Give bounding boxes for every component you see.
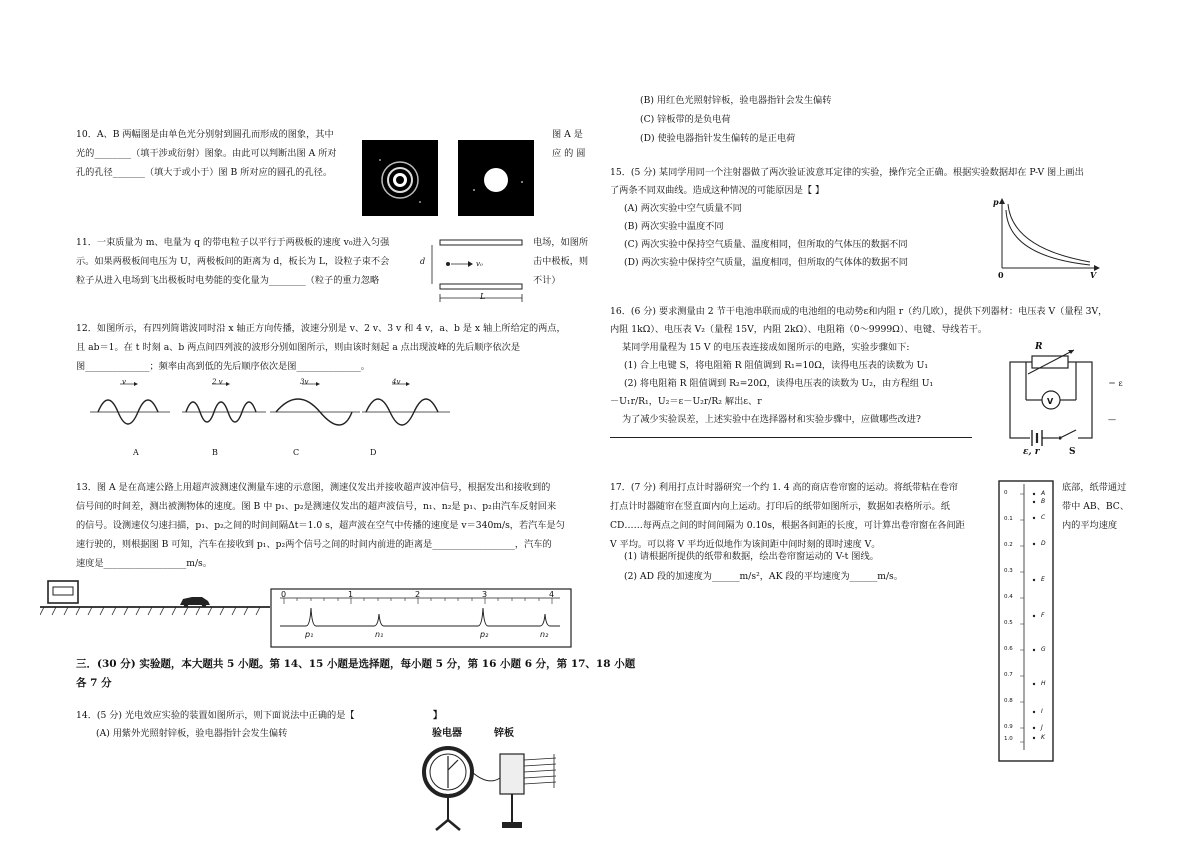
q16-line-2: 内阻 1kΩ）、电压表 V₂（量程 15V，内阻 2kΩ）、电阻箱（0～9999Ω）、电键、导线若干。	[610, 324, 988, 335]
q11-right-1: 电场，如图所	[533, 237, 589, 248]
pulse-p2-label: p₂	[480, 630, 489, 639]
q12-line-3: 图______________；频率由高到低的先后顺序依次是图______________。	[76, 361, 370, 372]
tape-point-a: A	[1041, 490, 1046, 497]
pulse-scan-figure	[270, 588, 572, 648]
pulse-p1-label: p₁	[305, 630, 314, 639]
q10-line-3: 孔的孔径_______（填大于或小于）图 B 所对应的圆孔的孔径。	[76, 167, 333, 178]
tape-scale-1: 0.1	[1004, 516, 1013, 522]
q14-option-a: (A) 用紫外光照射锌板，验电器指针会发生偏转	[96, 728, 288, 739]
tape-point-k: K	[1041, 734, 1045, 741]
q14-option-c: (C) 锌板带的是负电荷	[640, 114, 731, 125]
tape-scale-4: 0.4	[1004, 594, 1013, 600]
tape-scale-9: 0.9	[1004, 724, 1013, 730]
q13-line-4: 速行驶的，则根据图 B 可知，汽车在接收到 p₁、p₂两个信号之间的时间内前进的距离是__________________，汽车的	[76, 539, 552, 550]
q16-line-7: 为了减少实验误差，上述实验中在选择器材和实验步骤中，应做哪些改进?	[622, 414, 921, 425]
tape-scale-7: 0.7	[1004, 672, 1013, 678]
speed-detector-road-figure	[40, 575, 270, 625]
q14-stem: 14．(5 分) 光电效应实验的装置如图所示，则下面说法中正确的是【	[76, 710, 355, 721]
tape-scale-3: 0.3	[1004, 568, 1013, 574]
q14-option-d: (D) 使验电器指针发生偏转的是正电荷	[640, 133, 796, 144]
q10-right-2: 应 的 圆	[552, 148, 586, 159]
tape-point-f: F	[1041, 612, 1045, 619]
q11-line-3: 粒子从进入电场到飞出极板时电势能的变化量为________（粒子的重力忽略	[76, 275, 380, 286]
tape-point-c: C	[1041, 514, 1046, 521]
pv-axis-v-label: V	[1090, 270, 1097, 280]
q16-line-1: 16．(6 分) 要求测量由 2 节干电池串联而成的电池组的电动势ε和内阻 r（约几欧），提供下列器材：电压表 V（量程 3V，	[610, 306, 1108, 317]
tape-point-b: B	[1041, 498, 1046, 505]
q12-line-2: 且 ab＝1。在 t 时刻 a、b 两点间四列波的波形分别如图所示，则由该时刻起 a 点出现波峰的先后顺序依次是	[76, 342, 521, 353]
parallel-plates-figure	[418, 234, 528, 310]
q15-option-c: (C) 两次实验中保持空气质量、温度相同，但所取的气体压的数据不同	[624, 239, 908, 250]
q15-line-2: 了两条不同双曲线。造成这种情况的可能原因是【 】	[610, 185, 825, 196]
wave-a-speed: v	[122, 378, 126, 386]
battery-emf-label: ε, r	[1023, 447, 1040, 457]
pv-curves-figure	[994, 198, 1100, 278]
q17-right-2: 带中 AB、BC、	[1062, 501, 1130, 512]
wave-c-speed: 3v	[300, 378, 309, 386]
q17-line-6: (2) AD 段的加速度为______m/s²，AK 段的平均速度为______m/s。	[624, 571, 903, 582]
tape-scale-0: 0	[1004, 490, 1008, 496]
wave-label-d: D	[370, 448, 377, 457]
resistor-box-label: R	[1035, 342, 1043, 352]
zinc-plate-label: 锌板	[494, 728, 514, 739]
tape-point-i: I	[1041, 708, 1043, 715]
wave-d-speed: 4v	[392, 378, 401, 386]
q17-line-2: 打点计时器随帘在竖直面内向上运动。打印后的纸带如图所示，数据如表格所示。纸	[610, 501, 950, 512]
wave-label-b: B	[212, 448, 218, 457]
q17-line-4: V 平均。可以将 V 平均近似地作为该间距中间时刻的即时速度 V。	[610, 539, 881, 550]
q16-line-3: 某同学用量程为 15 V 的电压表连接成如图所示的电路，实验步骤如下:	[622, 342, 910, 353]
pulse-n1-label: n₁	[375, 630, 384, 639]
figure-b-bright-spot	[458, 140, 534, 216]
plate-gap-label: d	[420, 257, 426, 266]
q13-line-5: 速度是__________________m/s。	[76, 558, 212, 569]
q10-line-2: 光的________（填干涉或衍射）图象。由此可以判断出图 A 所对	[76, 148, 337, 159]
scale-tick-4: 4	[549, 590, 555, 599]
q11-line-2: 示。如果两极板间电压为 U，两极板间的距离为 d，板长为 L，设粒子束不会	[76, 256, 390, 267]
switch-label: S	[1069, 447, 1076, 457]
q16-line-6: －U₁r/R₁，U₂＝ε－U₂r/R₂ 解出ε、r	[610, 396, 762, 407]
initial-velocity-label: v₀	[476, 260, 483, 268]
q17-line-1: 17．(7 分) 利用打点计时器研究一个约 1. 4 高的商店卷帘窗的运动。将纸带粘在卷帘	[610, 482, 958, 493]
q16-line-4: (1) 合上电键 S，将电阻箱 R 阻值调到 R₁=10Ω，读得电压表的读数为 U₁	[624, 360, 929, 371]
scale-tick-1: 1	[348, 590, 354, 599]
scale-tick-2: 2	[415, 590, 421, 599]
wave-label-a: A	[133, 448, 139, 457]
q16-side-mark-1: ＝ ε	[1108, 379, 1123, 388]
tape-point-g: G	[1041, 646, 1046, 653]
plate-length-label: L	[480, 292, 486, 301]
tape-scale-5: 0.5	[1004, 620, 1013, 626]
tape-scale-6: 0.6	[1004, 646, 1013, 652]
tape-scale-10: 1.0	[1004, 736, 1013, 742]
q15-option-b: (B) 两次实验中温度不同	[624, 221, 724, 232]
photoelectric-apparatus-figure	[418, 742, 558, 834]
q11-line-1: 11．一束质量为 m、电量为 q 的带电粒子以平行于两极板的速度 v₀进入匀强	[76, 237, 390, 248]
q16-side-mark-2: —	[1108, 415, 1116, 424]
pv-axis-p-label: p	[993, 197, 999, 207]
q17-line-5: (1) 请根据所提供的纸带和数据，绘出卷帘窗运动的 V-t 图线。	[624, 551, 879, 562]
pv-origin-label: 0	[998, 270, 1004, 280]
q17-right-3: 内的平均速度	[1062, 520, 1118, 531]
q16-line-5: (2) 将电阻箱 R 阻值调到 R₂=20Ω，读得电压表的读数为 U₂，由方程组 U₁	[624, 378, 934, 389]
q15-option-d: (D) 两次实验中保持空气质量，温度相同，但所取的气体体的数据不同	[624, 257, 908, 268]
q11-right-2: 击中极板，则	[533, 256, 589, 267]
q10-right-1: 图 A 是	[552, 129, 583, 140]
scale-tick-0: 0	[281, 590, 287, 599]
q10-line-1: 10．A、B 两幅图是由单色光分别射到圆孔而形成的图象，其中	[76, 129, 334, 140]
q13-line-1: 13．图 A 是在高速公路上用超声波测速仪测量车速的示意图，测速仪发出并接收超声波冲信号，根据发出和接收到的	[76, 482, 551, 493]
tape-scale-8: 0.8	[1004, 698, 1013, 704]
section-3-heading-line-2: 各 7 分	[76, 677, 112, 689]
electroscope-label: 验电器	[432, 728, 462, 739]
q14-bracket: 】	[433, 710, 443, 721]
wave-label-c: C	[293, 448, 300, 457]
tape-point-d: D	[1041, 540, 1046, 547]
tape-point-e: E	[1041, 576, 1045, 583]
voltmeter-label: V	[1047, 397, 1054, 406]
q15-line-1: 15．(5 分) 某同学用同一个注射器做了两次验证波意耳定律的实验，操作完全正确。根据实验数据却在 P-V 图上画出	[610, 167, 1084, 178]
q14-option-b: (B) 用红色光照射锌板，验电器指针会发生偏转	[640, 95, 832, 106]
scale-tick-3: 3	[482, 590, 488, 599]
tape-point-j: J	[1041, 724, 1043, 731]
figure-a-diffraction-rings	[362, 140, 438, 216]
q16-answer-line	[610, 437, 972, 438]
q13-line-3: 的信号。设测速仪匀速扫描，p₁、p₂之间的时间间隔Δt＝1.0 s，超声波在空气中传播的速度是 v＝340m/s，若汽车是匀	[76, 520, 565, 531]
section-3-heading-line-1: 三．(30 分) 实验题，本大题共 5 小题。第 14、15 小题是选择题，每小题 5 分，第 16 小题 6 分，第 17、18 小题	[76, 658, 636, 670]
q12-line-1: 12．如图所示，有四列简谐波同时沿 x 轴正方向传播，波速分别是 v、2 v、3 v 和 4 v，a、b 是 x 轴上所给定的两点，	[76, 323, 566, 334]
q17-right-1: 底部，纸带通过	[1062, 482, 1127, 493]
q17-line-3: CD……每两点之间的时间间隔为 0.10s，根据各间距的长度，可计算出卷帘窗在各间距	[610, 520, 965, 531]
pulse-n2-label: n₂	[540, 630, 549, 639]
wave-b-speed: 2 v	[212, 378, 223, 386]
tape-point-h: H	[1041, 680, 1046, 687]
q13-line-2: 信号间的时间差，测出被测物体的速度。图 B 中 p₁、p₂是测速仪发出的超声波信号，n₁、n₂是 p₁、p₂由汽车反射回来	[76, 501, 557, 512]
four-waves-figure	[90, 376, 470, 438]
tape-scale-2: 0.2	[1004, 542, 1013, 548]
q11-right-3: 不计）	[533, 275, 561, 286]
q15-option-a: (A) 两次实验中空气质量不同	[624, 203, 742, 214]
